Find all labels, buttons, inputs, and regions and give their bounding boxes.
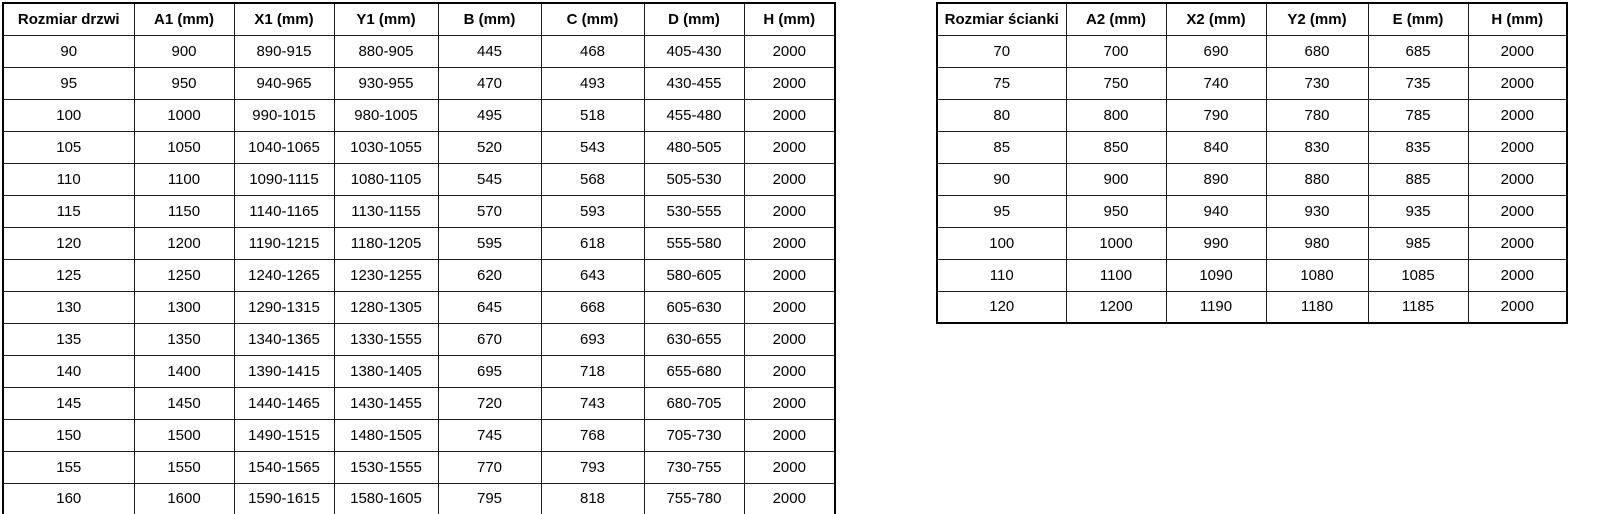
table-cell: 890-915 — [234, 35, 334, 67]
table-cell: 690 — [1166, 35, 1266, 67]
table-row — [937, 227, 1567, 259]
table-cell: 505-530 — [644, 163, 744, 195]
table-cell: 730 — [1266, 67, 1368, 99]
table-cell: 1600 — [134, 483, 234, 514]
table-cell: 770 — [438, 451, 541, 483]
table-cell: 468 — [541, 35, 644, 67]
table-cell: 645 — [438, 291, 541, 323]
table-cell: 1230-1255 — [334, 259, 438, 291]
table-cell: 793 — [541, 451, 644, 483]
table-cell: 1090 — [1166, 259, 1266, 291]
table-cell: 890 — [1166, 163, 1266, 195]
table-cell: 150 — [3, 419, 134, 451]
table-cell: 1380-1405 — [334, 355, 438, 387]
column-header: Rozmiar drzwi — [3, 3, 134, 35]
table-cell: 605-630 — [644, 291, 744, 323]
table-cell: 85 — [937, 131, 1066, 163]
door-size-table — [2, 2, 836, 514]
column-header: Y1 (mm) — [334, 3, 438, 35]
table-cell: 818 — [541, 483, 644, 514]
table-cell: 2000 — [1468, 67, 1567, 99]
table-cell: 835 — [1368, 131, 1468, 163]
table-row — [937, 35, 1567, 67]
table-cell: 518 — [541, 99, 644, 131]
column-header: Y2 (mm) — [1266, 3, 1368, 35]
table-cell: 70 — [937, 35, 1066, 67]
column-header: D (mm) — [644, 3, 744, 35]
table-cell: 95 — [3, 67, 134, 99]
table-cell: 495 — [438, 99, 541, 131]
table-cell: 705-730 — [644, 419, 744, 451]
table-cell: 1590-1615 — [234, 483, 334, 514]
table-cell: 470 — [438, 67, 541, 99]
table-cell: 1540-1565 — [234, 451, 334, 483]
table-cell: 980-1005 — [334, 99, 438, 131]
table-cell: 980 — [1266, 227, 1368, 259]
table-cell: 455-480 — [644, 99, 744, 131]
table-cell: 2000 — [744, 195, 835, 227]
table-cell: 1130-1155 — [334, 195, 438, 227]
table-cell: 1190 — [1166, 291, 1266, 323]
table-cell: 110 — [937, 259, 1066, 291]
table-cell: 2000 — [1468, 227, 1567, 259]
table-cell: 930 — [1266, 195, 1368, 227]
column-header: Rozmiar ścianki — [937, 3, 1066, 35]
table-cell: 950 — [1066, 195, 1166, 227]
table-cell: 620 — [438, 259, 541, 291]
table-cell: 990-1015 — [234, 99, 334, 131]
column-header: X1 (mm) — [234, 3, 334, 35]
table-cell: 2000 — [1468, 195, 1567, 227]
table-row — [3, 163, 835, 195]
table-cell: 2000 — [1468, 259, 1567, 291]
table-cell: 1250 — [134, 259, 234, 291]
table-cell: 80 — [937, 99, 1066, 131]
table-cell: 2000 — [744, 131, 835, 163]
table-cell: 110 — [3, 163, 134, 195]
table-cell: 2000 — [744, 419, 835, 451]
table-cell: 1200 — [1066, 291, 1166, 323]
table-cell: 1080-1105 — [334, 163, 438, 195]
table-cell: 1500 — [134, 419, 234, 451]
table-cell: 135 — [3, 323, 134, 355]
table-cell: 880-905 — [334, 35, 438, 67]
table-cell: 2000 — [744, 99, 835, 131]
table-cell: 1100 — [1066, 259, 1166, 291]
table-header-row — [3, 3, 835, 35]
table-cell: 2000 — [744, 483, 835, 514]
table-cell: 1100 — [134, 163, 234, 195]
table-cell: 1350 — [134, 323, 234, 355]
table-cell: 2000 — [1468, 131, 1567, 163]
table-cell: 2000 — [1468, 163, 1567, 195]
table-cell: 1530-1555 — [334, 451, 438, 483]
table-cell: 700 — [1066, 35, 1166, 67]
table-cell: 95 — [937, 195, 1066, 227]
table-cell: 1340-1365 — [234, 323, 334, 355]
table-cell: 1440-1465 — [234, 387, 334, 419]
table-cell: 2000 — [744, 387, 835, 419]
table-cell: 990 — [1166, 227, 1266, 259]
table-row — [3, 259, 835, 291]
table-cell: 2000 — [744, 355, 835, 387]
table-cell: 90 — [937, 163, 1066, 195]
table-cell: 785 — [1368, 99, 1468, 131]
table-cell: 680-705 — [644, 387, 744, 419]
table-cell: 2000 — [744, 163, 835, 195]
column-header: B (mm) — [438, 3, 541, 35]
table-cell: 790 — [1166, 99, 1266, 131]
table-cell: 693 — [541, 323, 644, 355]
table-cell: 840 — [1166, 131, 1266, 163]
table-cell: 718 — [541, 355, 644, 387]
table-cell: 1090-1115 — [234, 163, 334, 195]
table-cell: 1290-1315 — [234, 291, 334, 323]
table-cell: 593 — [541, 195, 644, 227]
table-row — [937, 291, 1567, 323]
table-cell: 1400 — [134, 355, 234, 387]
table-cell: 743 — [541, 387, 644, 419]
table-cell: 130 — [3, 291, 134, 323]
column-header: C (mm) — [541, 3, 644, 35]
table-row — [3, 483, 835, 514]
table-cell: 680 — [1266, 35, 1368, 67]
table-cell: 670 — [438, 323, 541, 355]
table-cell: 160 — [3, 483, 134, 514]
table-cell: 755-780 — [644, 483, 744, 514]
table-cell: 100 — [937, 227, 1066, 259]
table-cell: 1280-1305 — [334, 291, 438, 323]
table-cell: 555-580 — [644, 227, 744, 259]
table-cell: 1180-1205 — [334, 227, 438, 259]
table-cell: 120 — [937, 291, 1066, 323]
table-cell: 1180 — [1266, 291, 1368, 323]
table-row — [3, 291, 835, 323]
table-cell: 655-680 — [644, 355, 744, 387]
column-header: A1 (mm) — [134, 3, 234, 35]
table-cell: 950 — [134, 67, 234, 99]
table-cell: 1200 — [134, 227, 234, 259]
table-cell: 155 — [3, 451, 134, 483]
table-cell: 985 — [1368, 227, 1468, 259]
table-cell: 595 — [438, 227, 541, 259]
table-row — [937, 259, 1567, 291]
table-cell: 1080 — [1266, 259, 1368, 291]
table-cell: 930-955 — [334, 67, 438, 99]
table-cell: 530-555 — [644, 195, 744, 227]
table-cell: 1150 — [134, 195, 234, 227]
table-cell: 685 — [1368, 35, 1468, 67]
table-cell: 1480-1505 — [334, 419, 438, 451]
table-row — [937, 195, 1567, 227]
table-cell: 145 — [3, 387, 134, 419]
table-cell: 1050 — [134, 131, 234, 163]
table-cell: 1490-1515 — [234, 419, 334, 451]
table-cell: 750 — [1066, 67, 1166, 99]
table-cell: 768 — [541, 419, 644, 451]
table-cell: 1550 — [134, 451, 234, 483]
table-row — [3, 323, 835, 355]
table-row — [3, 355, 835, 387]
table-cell: 115 — [3, 195, 134, 227]
table-cell: 795 — [438, 483, 541, 514]
table-cell: 2000 — [744, 291, 835, 323]
table-row — [937, 67, 1567, 99]
table-cell: 75 — [937, 67, 1066, 99]
table-cell: 1140-1165 — [234, 195, 334, 227]
table-cell: 1030-1055 — [334, 131, 438, 163]
table-cell: 493 — [541, 67, 644, 99]
table-cell: 120 — [3, 227, 134, 259]
table-cell: 780 — [1266, 99, 1368, 131]
table-row — [3, 131, 835, 163]
table-cell: 1580-1605 — [334, 483, 438, 514]
table-cell: 1430-1455 — [334, 387, 438, 419]
table-cell: 1300 — [134, 291, 234, 323]
table-cell: 580-605 — [644, 259, 744, 291]
column-header: E (mm) — [1368, 3, 1468, 35]
table-cell: 940-965 — [234, 67, 334, 99]
table-cell: 695 — [438, 355, 541, 387]
table-cell: 405-430 — [644, 35, 744, 67]
table-cell: 2000 — [744, 227, 835, 259]
table-row — [3, 419, 835, 451]
table-cell: 800 — [1066, 99, 1166, 131]
wall-size-table — [936, 2, 1568, 324]
table-cell: 2000 — [744, 35, 835, 67]
table-row — [937, 163, 1567, 195]
table-cell: 90 — [3, 35, 134, 67]
table-cell: 543 — [541, 131, 644, 163]
column-header: A2 (mm) — [1066, 3, 1166, 35]
table-cell: 1330-1555 — [334, 323, 438, 355]
table-row — [937, 99, 1567, 131]
table-cell: 105 — [3, 131, 134, 163]
table-cell: 880 — [1266, 163, 1368, 195]
table-cell: 125 — [3, 259, 134, 291]
table-row — [3, 451, 835, 483]
table-cell: 1040-1065 — [234, 131, 334, 163]
column-header: H (mm) — [1468, 3, 1567, 35]
table-cell: 1000 — [134, 99, 234, 131]
table-row — [937, 131, 1567, 163]
table-cell: 735 — [1368, 67, 1468, 99]
column-header: X2 (mm) — [1166, 3, 1266, 35]
column-header: H (mm) — [744, 3, 835, 35]
table-cell: 570 — [438, 195, 541, 227]
table-cell: 1000 — [1066, 227, 1166, 259]
table-cell: 1240-1265 — [234, 259, 334, 291]
table-cell: 430-455 — [644, 67, 744, 99]
table-cell: 900 — [1066, 163, 1166, 195]
table-cell: 618 — [541, 227, 644, 259]
table-row — [3, 195, 835, 227]
table-cell: 2000 — [744, 323, 835, 355]
table-cell: 900 — [134, 35, 234, 67]
table-cell: 720 — [438, 387, 541, 419]
table-cell: 140 — [3, 355, 134, 387]
table-row — [3, 67, 835, 99]
table-cell: 2000 — [1468, 35, 1567, 67]
table-cell: 1190-1215 — [234, 227, 334, 259]
table-cell: 643 — [541, 259, 644, 291]
table-cell: 935 — [1368, 195, 1468, 227]
table-cell: 2000 — [744, 259, 835, 291]
table-cell: 850 — [1066, 131, 1166, 163]
table-cell: 630-655 — [644, 323, 744, 355]
table-row — [3, 387, 835, 419]
table-cell: 480-505 — [644, 131, 744, 163]
table-row — [3, 227, 835, 259]
table-row — [3, 35, 835, 67]
table-cell: 1390-1415 — [234, 355, 334, 387]
table-cell: 1085 — [1368, 259, 1468, 291]
table-cell: 940 — [1166, 195, 1266, 227]
table-header-row — [937, 3, 1567, 35]
table-cell: 1185 — [1368, 291, 1468, 323]
table-cell: 885 — [1368, 163, 1468, 195]
table-cell: 2000 — [744, 451, 835, 483]
table-cell: 740 — [1166, 67, 1266, 99]
table-cell: 830 — [1266, 131, 1368, 163]
table-cell: 445 — [438, 35, 541, 67]
table-row — [3, 99, 835, 131]
table-cell: 2000 — [1468, 291, 1567, 323]
table-cell: 545 — [438, 163, 541, 195]
table-cell: 100 — [3, 99, 134, 131]
table-cell: 2000 — [744, 67, 835, 99]
table-cell: 520 — [438, 131, 541, 163]
table-cell: 1450 — [134, 387, 234, 419]
table-cell: 745 — [438, 419, 541, 451]
table-cell: 730-755 — [644, 451, 744, 483]
table-cell: 2000 — [1468, 99, 1567, 131]
table-cell: 568 — [541, 163, 644, 195]
table-cell: 668 — [541, 291, 644, 323]
